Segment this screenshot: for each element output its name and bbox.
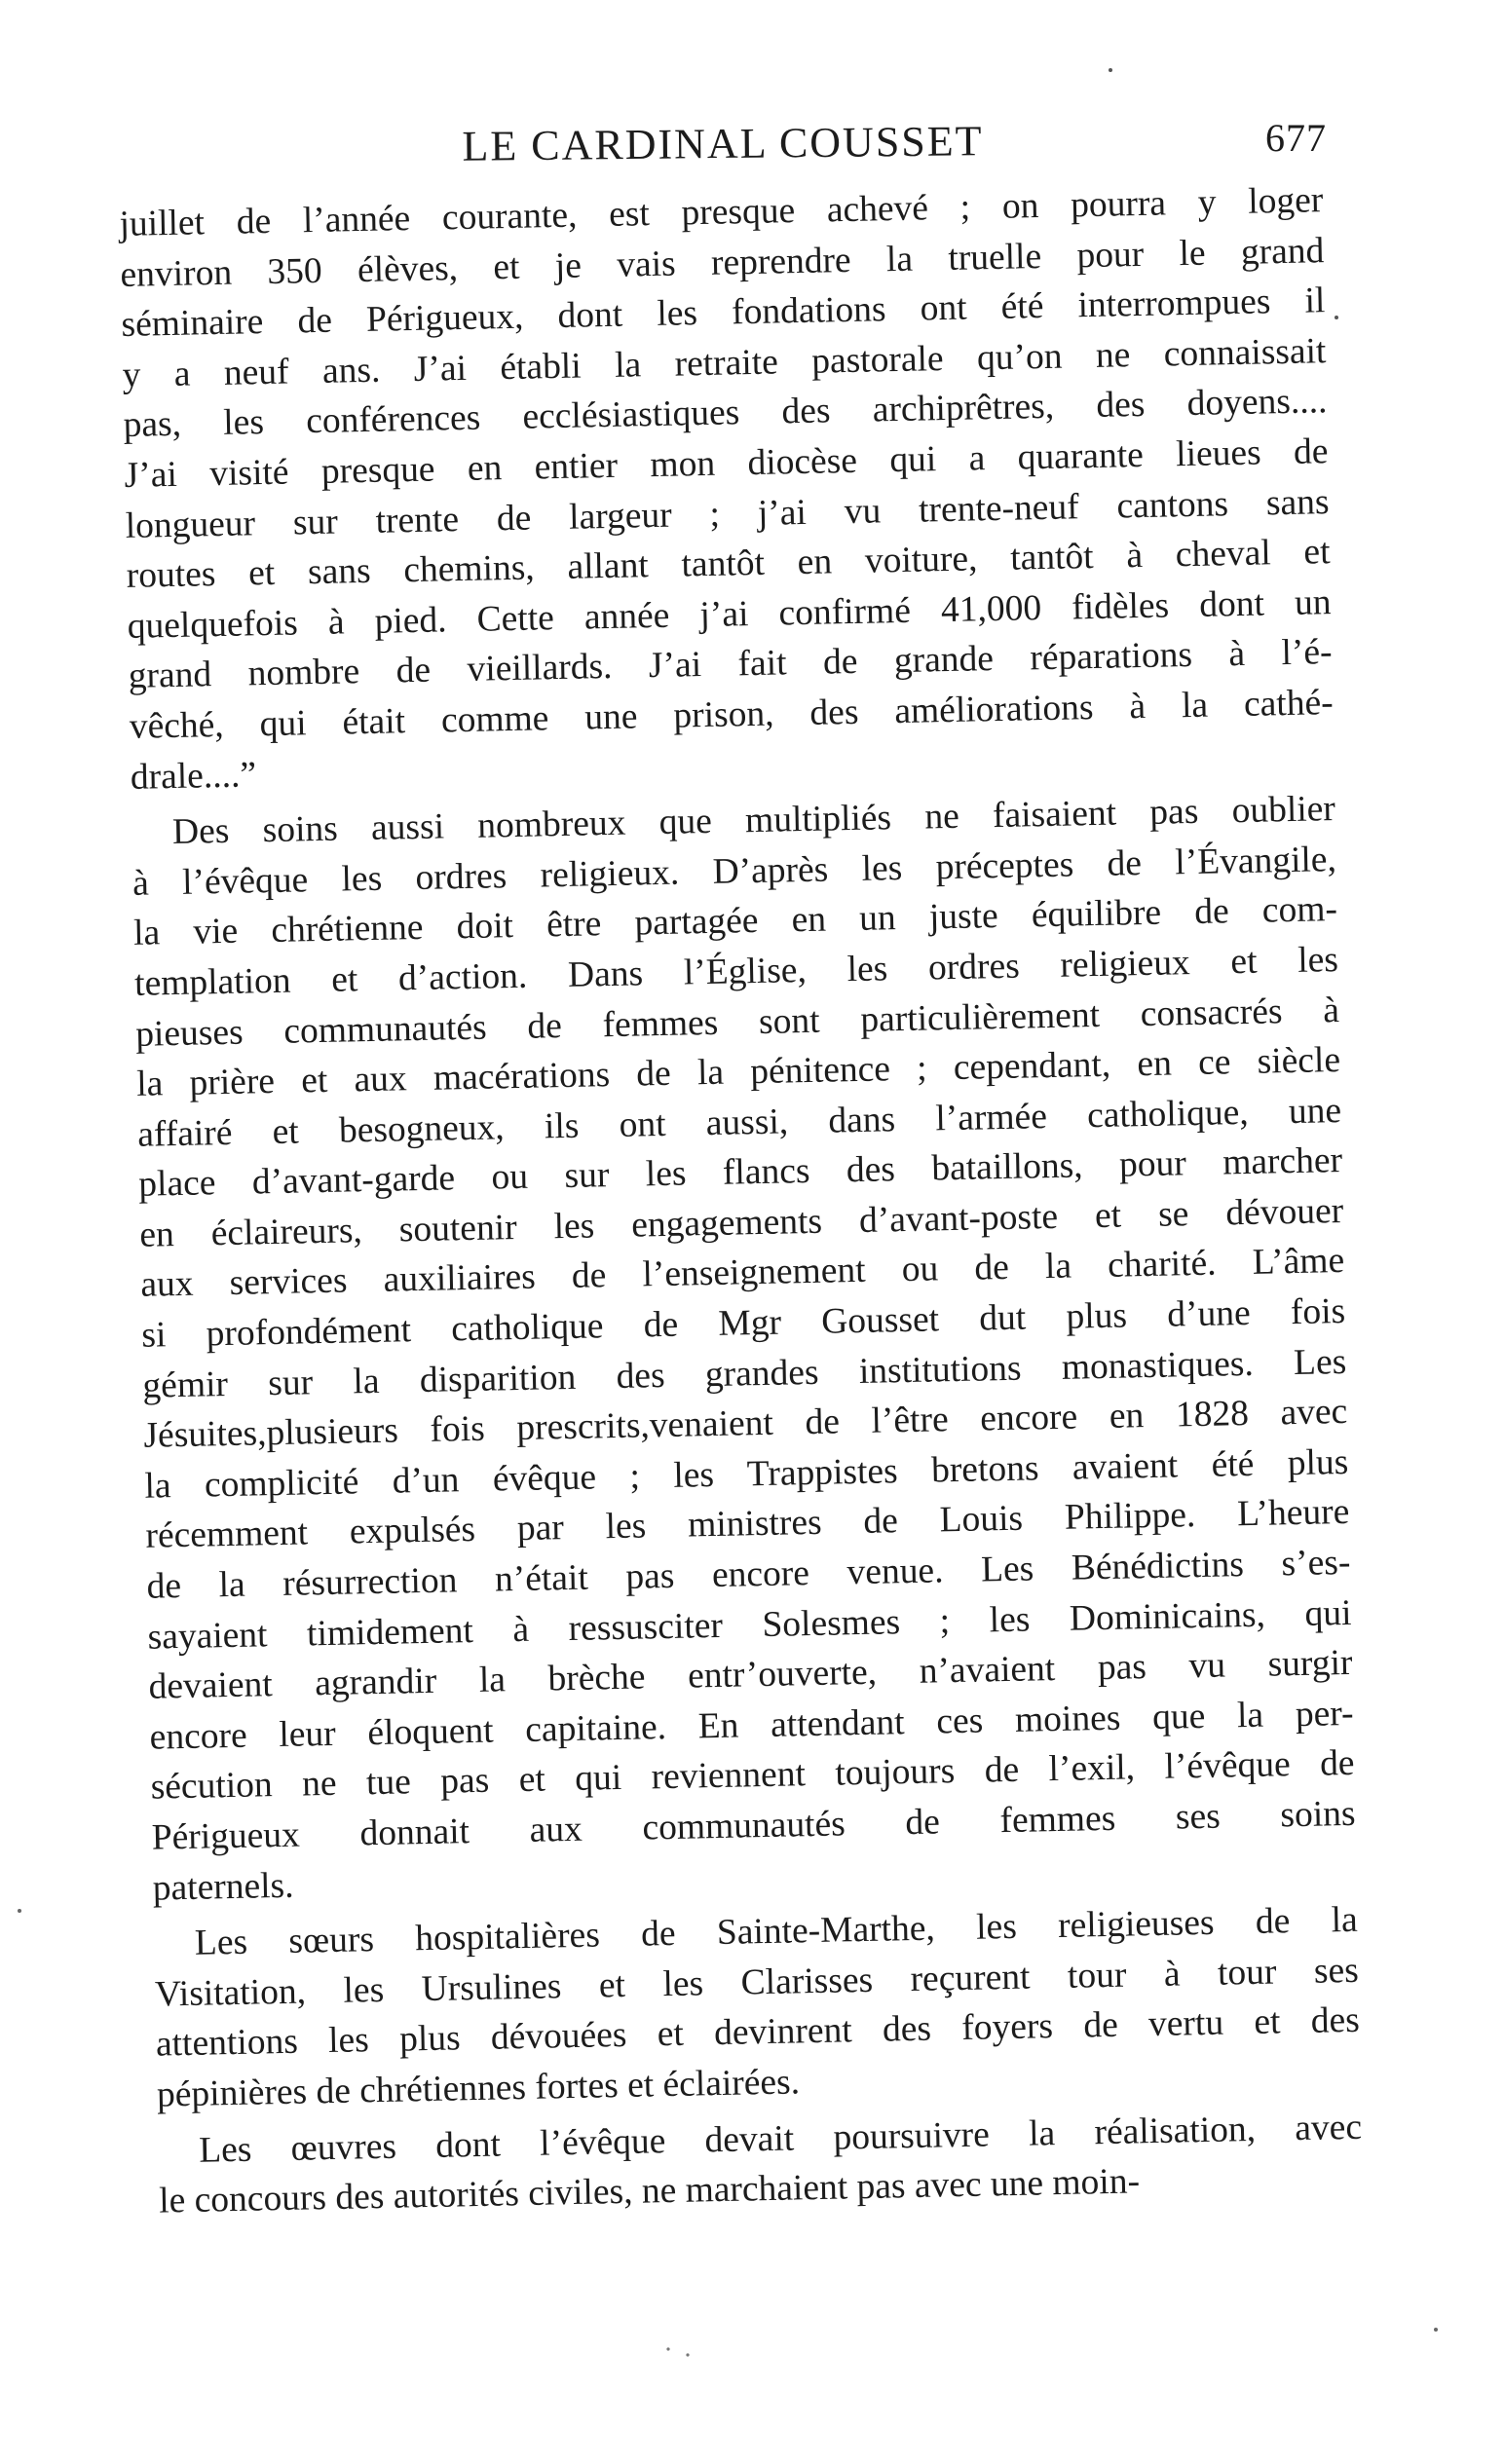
- text-line: aux services auxiliaires de l’enseignement ou de la charité. L’âme: [139, 1241, 1345, 1306]
- text-line: Périgueux donnait aux communautés de femmes ses soins: [151, 1793, 1356, 1858]
- running-title: LE CARDINAL COUSSET: [462, 117, 984, 170]
- text-line: la prière et aux macérations de la pénitence ; cependant, en ce siècle: [135, 1040, 1341, 1104]
- text-line: vêché, qui était comme une prison, des améliorations à la cathé-: [129, 683, 1335, 747]
- text-line: attentions les plus dévouées et devinrent des foyers de vertu et des: [155, 2000, 1361, 2065]
- paragraph: [132, 784, 1358, 1914]
- text-line: grand nombre de vieillards. J’ai fait de grande réparations à l’é-: [128, 632, 1333, 697]
- text-line: Jésuites,plusieurs fois prescrits,venaient de l’être encore en 1828 avec: [143, 1392, 1348, 1456]
- text-line: drale....”: [130, 754, 257, 798]
- text-line: Visitation, les Ursulines et les Clarisses reçurent tour à tour ses: [154, 1950, 1360, 2015]
- text-line: récemment expulsés par les ministres de Louis Philippe. L’heure: [145, 1492, 1350, 1557]
- text-line: y a neuf ans. J’ai établi la retraite pastorale qu’on ne connaissait: [122, 330, 1327, 395]
- text-line: juillet de l’année courante, est presque achevé ; on pourra y loger: [119, 180, 1324, 244]
- text-line: quelquefois à pied. Cette année j’ai confirmé 41,000 fidèles dont un: [127, 581, 1332, 647]
- text-line: templation et d’action. Dans l’Église, les ordres religieux et les: [133, 939, 1339, 1004]
- text-line: sécution ne tue pas et qui reviennent toujours de l’exil, l’évêque de: [150, 1743, 1355, 1809]
- text-line: affairé et besogneux, ils ont aussi, dans l’armée catholique, une: [136, 1090, 1342, 1155]
- text-line: devaient agrandir la brèche entr’ouverte, n’avaient pas vu surgir: [148, 1643, 1353, 1707]
- text-line: la complicité d’un évêque ; les Trappistes bretons avaient été plus: [144, 1441, 1349, 1507]
- text-line: à l’évêque les ordres religieux. D’après les préceptes de l’Évangile,: [132, 839, 1337, 904]
- text-line: environ 350 élèves, et je vais reprendre la truelle pour le grand: [120, 230, 1325, 295]
- text-line: en éclaireurs, soutenir les engagements d’avant-poste et se dévouer: [138, 1190, 1344, 1255]
- running-head: [119, 115, 1327, 173]
- paragraph: [119, 175, 1335, 803]
- text-line: place d’avant-garde ou sur les flancs des bataillons, pour marcher: [137, 1140, 1343, 1206]
- text-line: Les œuvres dont l’évêque devait poursuivre la réalisation, avec: [198, 2107, 1363, 2171]
- text-line: pas, les conférences ecclésiastiques des archiprêtres, des doyens....: [123, 381, 1328, 446]
- body-text: [119, 175, 1364, 2232]
- text-line: Des soins aussi nombreux que multipliés ne faisaient pas oublier: [171, 789, 1336, 853]
- text-line: encore leur éloquent capitaine. En attendant ces moines que la per-: [149, 1693, 1354, 1758]
- text-line: gémir sur la disparition des grandes institutions monastiques. Les: [142, 1341, 1347, 1406]
- text-line: Les sœurs hospitalières de Sainte-Marthe, les religieuses de la: [194, 1900, 1359, 1963]
- text-line: pieuses communautés de femmes sont particulièrement consacrés à: [134, 989, 1340, 1055]
- paragraph: [153, 1895, 1361, 2120]
- text-line: routes et sans chemins, allant tantôt en voiture, tantôt à cheval et: [126, 532, 1331, 597]
- text-line: pépinières de chrétiennes fortes et éclairées.: [156, 2062, 801, 2115]
- text-line: le concours des autorités civiles, ne marchaient pas avec une moin-: [158, 2161, 1141, 2221]
- text-line: longueur sur trente de largeur ; j’ai vu trente-neuf cantons sans: [125, 481, 1330, 546]
- text-line: J’ai visité presque en entier mon diocèse qui a quarante lieues de: [124, 431, 1329, 496]
- paragraph: [158, 2102, 1364, 2226]
- text-line: sayaient timidement à ressusciter Solesmes ; les Dominicains, qui: [147, 1592, 1352, 1658]
- page-number: 677: [1265, 116, 1327, 160]
- text-line: séminaire de Périgueux, dont les fondations ont été interrompues il: [121, 280, 1326, 346]
- text-line: si profondément catholique de Mgr Gousset dut plus d’une fois: [141, 1291, 1346, 1356]
- text-line: la vie chrétienne doit être partagée en un juste équilibre de com-: [132, 889, 1338, 954]
- text-line: de la résurrection n’était pas encore venue. Les Bénédictins s’es-: [146, 1542, 1351, 1607]
- text-line: paternels.: [152, 1865, 294, 1909]
